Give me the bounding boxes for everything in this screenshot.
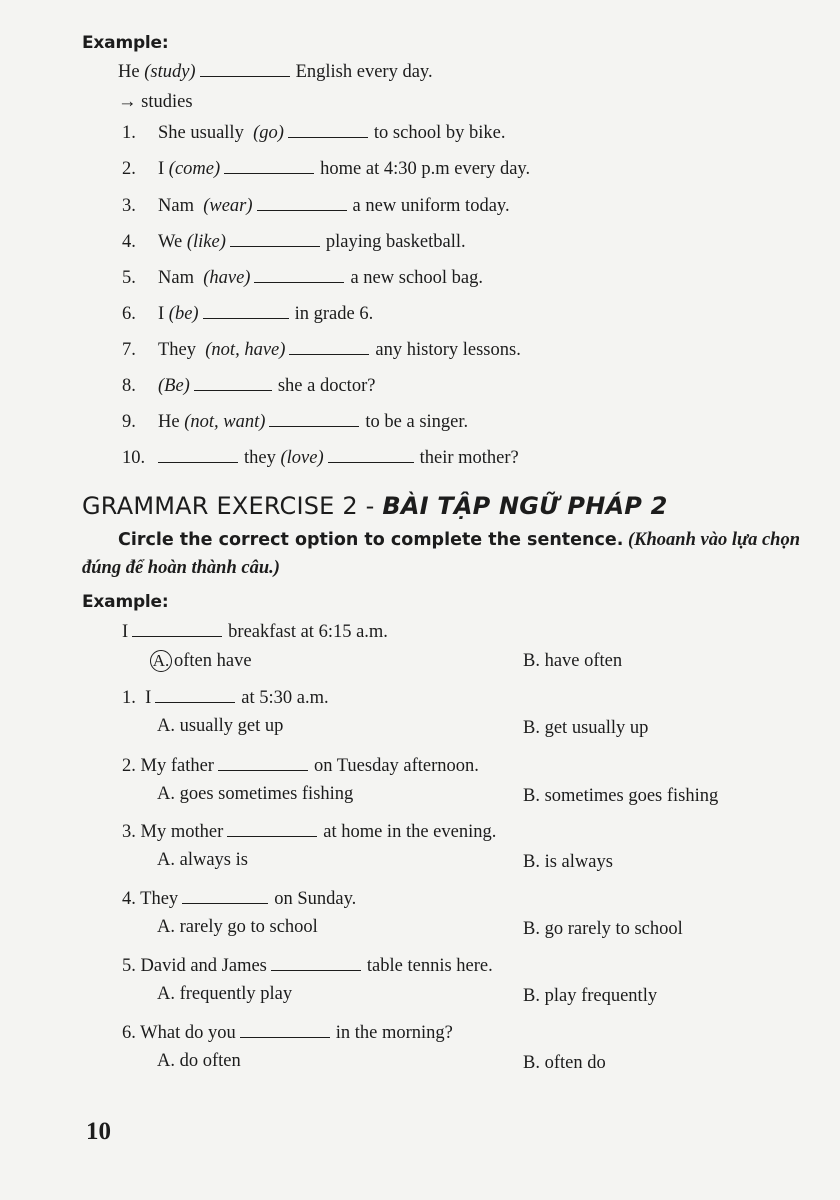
answer-blank	[200, 62, 290, 77]
ex2-item-4-option-b[interactable]: B. go rarely to school	[523, 919, 683, 939]
ex1-item-3: 3. Nam (wear) a new uniform today.	[122, 196, 510, 216]
answer-blank	[288, 123, 368, 138]
ex2-item-1-option-a[interactable]: A. usually get up	[157, 716, 284, 736]
example-sentence-1	[118, 62, 433, 83]
ex2-item-1-option-b[interactable]: B. get usually up	[523, 718, 649, 738]
answer-blank	[289, 340, 369, 355]
ex2-item-5: 5. David and James table tennis here.	[122, 956, 493, 976]
ex1-item-4: 4. We (like) playing basketball.	[122, 232, 466, 252]
ex2-item-3-option-b[interactable]: B. is always	[523, 852, 613, 872]
ex2-example-option-b[interactable]: B. have often	[523, 651, 623, 671]
answer-blank	[240, 1023, 330, 1038]
ex2-item-5-option-b[interactable]: B. play frequently	[523, 986, 658, 1006]
answer-blank	[224, 159, 314, 174]
ex1-item-9: 9. He (not, want) to be a singer.	[122, 412, 469, 432]
ex1-item-10: 10. they (love) their mother?	[122, 448, 519, 468]
ex1-item-7: 7. They (not, have) any history lessons.	[122, 340, 521, 360]
answer-blank	[194, 376, 272, 391]
answer-blank	[257, 196, 347, 211]
answer-blank	[328, 448, 414, 463]
answer-blank	[227, 822, 317, 837]
ex2-item-1: 1. I at 5:30 a.m.	[122, 688, 329, 708]
answer-blank	[269, 412, 359, 427]
answer-blank	[230, 232, 320, 247]
ex1-item-5: 5. Nam (have) a new school bag.	[122, 268, 484, 288]
ex2-item-6-option-b[interactable]: B. often do	[523, 1053, 606, 1073]
example-rest: English every day.	[295, 62, 433, 82]
answer-blank	[158, 448, 238, 463]
answer-blank	[271, 956, 361, 971]
ex2-item-2: 2. My father on Tuesday afternoon.	[122, 756, 479, 776]
ex2-example-option-a[interactable]: A. often have	[150, 650, 252, 672]
answer-blank	[132, 622, 222, 637]
example-answer-1: → studies	[118, 92, 193, 112]
ex1-item-1: 1. She usually (go) to school by bike.	[122, 123, 506, 143]
answer-blank	[155, 688, 235, 703]
ex1-item-8: 8. (Be) she a doctor?	[122, 376, 376, 396]
ex1-item-2: 2. I (come) home at 4:30 p.m every day.	[122, 159, 531, 179]
ex2-item-4: 4. They on Sunday.	[122, 889, 357, 909]
ex2-item-4-option-a[interactable]: A. rarely go to school	[157, 917, 318, 937]
ex2-example-question: I breakfast at 6:15 a.m.	[122, 622, 388, 642]
page-number: 10	[86, 1118, 111, 1145]
answer-blank	[182, 889, 268, 904]
ex2-item-6: 6. What do you in the morning?	[122, 1023, 453, 1043]
ex2-item-5-option-a[interactable]: A. frequently play	[157, 984, 293, 1004]
circled-answer-a: A.	[150, 650, 172, 672]
ex2-item-2-option-b[interactable]: B. sometimes goes fishing	[523, 786, 719, 806]
example-subject: He	[118, 62, 140, 82]
example-label-1: Example:	[82, 33, 169, 53]
instruction: Circle the correct option to complete the sentence. (Khoanh vào lựa chọn đúng để hoàn thành câu.)	[82, 530, 800, 578]
answer-blank	[254, 268, 344, 283]
answer-blank	[218, 756, 308, 771]
ex1-item-6: 6. I (be) in grade 6.	[122, 304, 374, 324]
example-label-2: Example:	[82, 592, 169, 612]
example-verb: (study)	[144, 62, 196, 82]
answer-blank	[203, 304, 289, 319]
ex2-item-3: 3. My mother at home in the evening.	[122, 822, 497, 842]
section-title: GRAMMAR EXERCISE 2 - BÀI TẬP NGỮ PHÁP 2	[82, 492, 668, 520]
ex2-item-3-option-a[interactable]: A. always is	[157, 850, 248, 870]
ex2-item-2-option-a[interactable]: A. goes sometimes fishing	[157, 784, 354, 804]
ex2-item-6-option-a[interactable]: A. do often	[157, 1051, 241, 1071]
